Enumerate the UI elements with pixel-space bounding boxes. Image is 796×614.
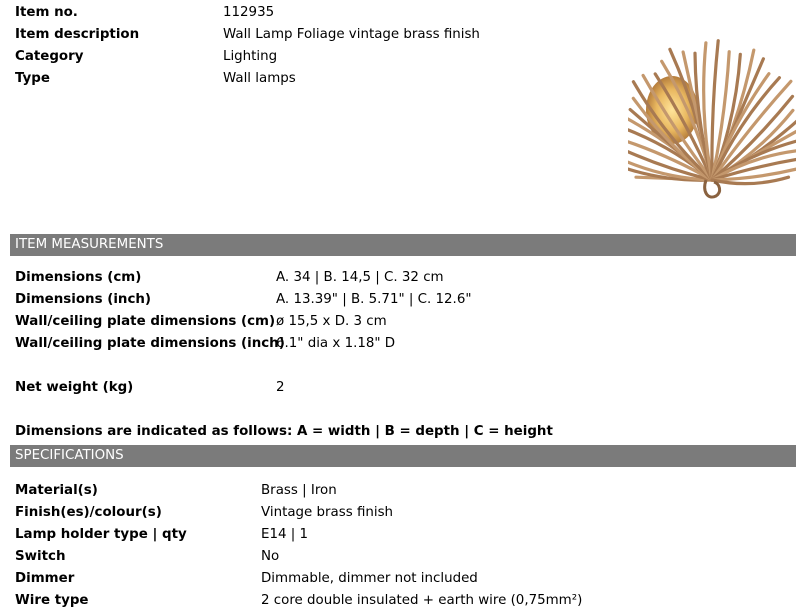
leaf-stem xyxy=(705,180,720,197)
spec-label: Wire type xyxy=(15,593,89,608)
spec-value: Dimmable, dimmer not included xyxy=(261,571,478,586)
palm-leaf-shade xyxy=(628,41,796,184)
net-weight-value: 2 xyxy=(276,380,285,395)
spec-label: Dimmer xyxy=(15,571,75,586)
spec-value: Vintage brass finish xyxy=(261,505,394,520)
product-image xyxy=(628,30,796,216)
spec-value: Brass | Iron xyxy=(261,483,337,498)
spec-label: Switch xyxy=(15,549,66,564)
item-measurements-title: ITEM MEASUREMENTS xyxy=(15,237,164,252)
net-weight-label: Net weight (kg) xyxy=(15,380,134,395)
measurement-label: Wall/ceiling plate dimensions (cm) xyxy=(15,314,276,329)
specifications-header xyxy=(10,445,796,467)
measurement-value: ø 15,5 x D. 3 cm xyxy=(276,314,387,329)
measurement-label: Dimensions (cm) xyxy=(15,270,142,285)
dimensions-note: Dimensions are indicated as follows: A = width | B = depth | C = height xyxy=(15,424,553,439)
item-measurements-header xyxy=(10,234,796,256)
spec-label: Finish(es)/colour(s) xyxy=(15,505,162,520)
item-no-value: 112935 xyxy=(223,5,275,20)
spec-value: 2 core double insulated + earth wire (0,75mm²) xyxy=(261,593,583,608)
type-label: Type xyxy=(15,71,50,86)
spec-label: Material(s) xyxy=(15,483,98,498)
category-value: Lighting xyxy=(223,49,278,64)
spec-value: No xyxy=(261,549,280,564)
specifications-title: SPECIFICATIONS xyxy=(15,448,124,463)
category-label: Category xyxy=(15,49,84,64)
spec-label: Lamp holder type | qty xyxy=(15,527,187,542)
measurement-value: A. 13.39" | B. 5.71" | C. 12.6" xyxy=(276,292,472,307)
measurement-label: Dimensions (inch) xyxy=(15,292,152,307)
spec-value: E14 | 1 xyxy=(261,527,309,542)
item-description-value: Wall Lamp Foliage vintage brass finish xyxy=(223,27,480,42)
item-no-label: Item no. xyxy=(15,5,78,20)
type-value: Wall lamps xyxy=(223,71,296,86)
measurement-value: 6.1" dia x 1.18" D xyxy=(276,336,396,351)
measurement-label: Wall/ceiling plate dimensions (inch) xyxy=(15,336,285,351)
item-description-label: Item description xyxy=(15,27,140,42)
measurement-value: A. 34 | B. 14,5 | C. 32 cm xyxy=(276,270,444,285)
